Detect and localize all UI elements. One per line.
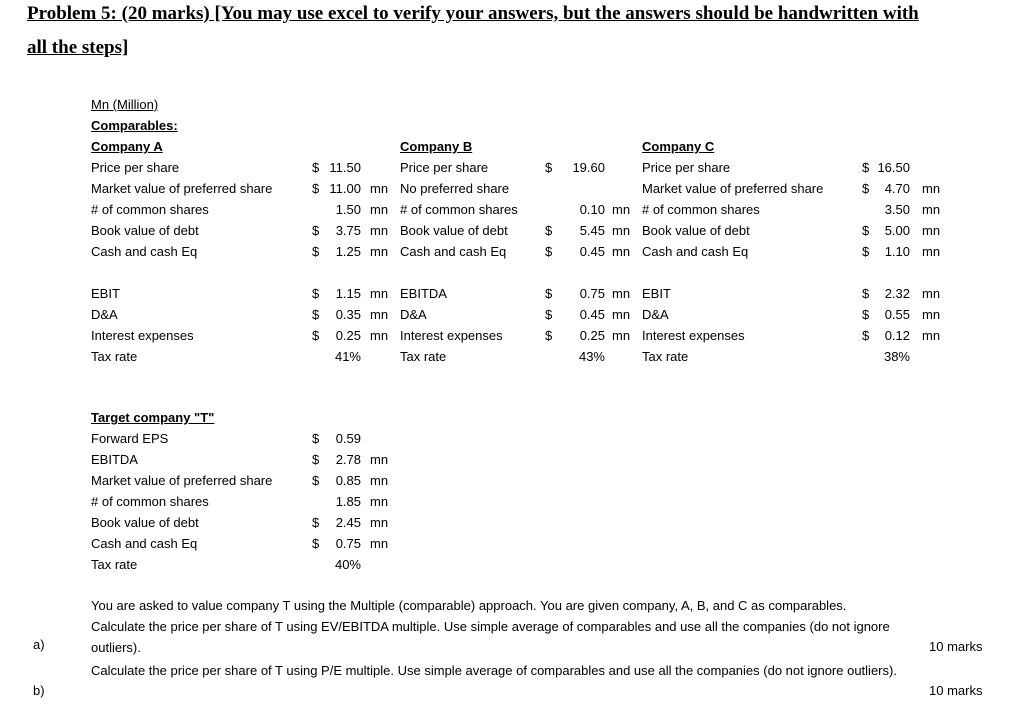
target-row-label: Book value of debt (91, 515, 199, 530)
company-a-row-currency: $ (312, 223, 320, 238)
target-row-label: Cash and cash Eq (91, 536, 198, 551)
company-a-row-unit: mn (370, 328, 389, 343)
company-b-row-currency: $ (545, 286, 553, 301)
target-row-currency: $ (312, 515, 320, 530)
company-c-row-unit: mn (922, 286, 941, 301)
target-row-unit: mn (370, 494, 389, 509)
company-c-row-currency: $ (862, 328, 870, 343)
target-row-label: Tax rate (91, 557, 138, 572)
target-row-value: 0.59 (335, 431, 361, 446)
company-a-row-value: 1.50 (335, 202, 361, 217)
company-c-row-unit: mn (922, 223, 941, 238)
company-a-row-unit: mn (370, 307, 389, 322)
question-intro: You are asked to value company T using the Multiple (comparable) approach. You are given company, A, B, and C as comparables. (91, 598, 847, 613)
company-c-row-value: 1.10 (884, 244, 910, 259)
company-c-row-label: D&A (642, 307, 669, 322)
company-b-row-label: Book value of debt (400, 223, 508, 238)
company-a-row-currency: $ (312, 160, 320, 175)
company-b-row-unit: mn (612, 328, 631, 343)
target-row-label: EBITDA (91, 452, 138, 467)
company-b-row-currency: $ (545, 223, 553, 238)
company-c-row-unit: mn (922, 244, 941, 259)
target-row-currency: $ (312, 473, 320, 488)
company-c-row-unit: mn (922, 328, 941, 343)
problem-header-line2: all the steps] (27, 37, 129, 58)
company-a-row-value: 0.25 (335, 328, 361, 343)
company-b-row-value: 0.45 (579, 307, 605, 322)
company-a-row-label: Market value of preferred share (91, 181, 273, 196)
company-c-row-currency: $ (862, 244, 870, 259)
company-c-row-label: EBIT (642, 286, 671, 301)
target-row-value: 0.75 (335, 536, 361, 551)
target-row-value: 2.78 (335, 452, 361, 467)
target-row-unit: mn (370, 452, 389, 467)
company-b-title: Company B (400, 139, 473, 154)
company-a-row-value: 0.35 (335, 307, 361, 322)
company-c-row-label: Price per share (642, 160, 731, 175)
company-b-row-value: 5.45 (579, 223, 605, 238)
company-b-row-label: Cash and cash Eq (400, 244, 507, 259)
company-c-row-currency: $ (862, 181, 870, 196)
company-b-row-currency: $ (545, 307, 553, 322)
target-row-currency: $ (312, 536, 320, 551)
target-row-value: 1.85 (335, 494, 361, 509)
question-b-text: Calculate the price per share of T using P/E multiple. Use simple average of comparables and use all the companies (do not ignore outliers). (91, 663, 897, 678)
company-c-row-label: # of common shares (642, 202, 760, 217)
company-a-title: Company A (91, 139, 163, 154)
company-a-row-value: 11.00 (329, 181, 361, 196)
company-c-row-value: 0.12 (884, 328, 910, 343)
company-b-row-value: 0.10 (579, 202, 605, 217)
company-a-row-label: Cash and cash Eq (91, 244, 198, 259)
target-row-label: # of common shares (91, 494, 209, 509)
company-b-row-label: Interest expenses (400, 328, 503, 343)
company-c-row-value: 3.50 (884, 202, 910, 217)
target-row-label: Forward EPS (91, 431, 169, 446)
company-a-row-label: Tax rate (91, 349, 138, 364)
company-c-row-value: 2.32 (884, 286, 910, 301)
company-c-row-value: 5.00 (884, 223, 910, 238)
company-a-row-value: 1.25 (335, 244, 361, 259)
company-b-row-value: 0.45 (579, 244, 605, 259)
company-c-title: Company C (642, 139, 715, 154)
company-a-row-currency: $ (312, 244, 320, 259)
company-a-row-unit: mn (370, 181, 389, 196)
company-a-row-value: 3.75 (335, 223, 361, 238)
company-b-row-unit: mn (612, 286, 631, 301)
target-title: Target company "T" (91, 410, 215, 425)
company-c-row-label: Market value of preferred share (642, 181, 824, 196)
company-c-row-unit: mn (922, 307, 941, 322)
question-a-letter: a) (33, 637, 45, 652)
company-b-row-label: EBITDA (400, 286, 447, 301)
company-c-row-currency: $ (862, 286, 870, 301)
company-b-row-label: # of common shares (400, 202, 518, 217)
company-b-row-unit: mn (612, 307, 631, 322)
company-c-row-value: 4.70 (884, 181, 910, 196)
company-a-row-label: D&A (91, 307, 118, 322)
company-a-row-label: # of common shares (91, 202, 209, 217)
company-c-row-value: 38% (883, 349, 910, 364)
company-b-row-value: 0.25 (579, 328, 605, 343)
target-row-value: 40% (334, 557, 361, 572)
company-a-row-value: 11.50 (329, 160, 361, 175)
company-b-row-currency: $ (545, 244, 553, 259)
company-b-row-value: 43% (578, 349, 605, 364)
target-row-unit: mn (370, 536, 389, 551)
company-c-row-unit: mn (922, 202, 941, 217)
company-b-row-label: Price per share (400, 160, 489, 175)
target-row-unit: mn (370, 473, 389, 488)
target-row-currency: $ (312, 431, 320, 446)
company-b-row-currency: $ (545, 160, 553, 175)
company-a-row-unit: mn (370, 223, 389, 238)
company-c-row-value: 0.55 (884, 307, 910, 322)
company-b-row-label: Tax rate (400, 349, 447, 364)
company-a-row-currency: $ (312, 328, 320, 343)
company-b-row-unit: mn (612, 223, 631, 238)
company-a-row-unit: mn (370, 202, 389, 217)
company-c-row-label: Tax rate (642, 349, 689, 364)
company-c-row-currency: $ (862, 307, 870, 322)
target-row-label: Market value of preferred share (91, 473, 273, 488)
target-row-currency: $ (312, 452, 320, 467)
company-b-row-value: 19.60 (572, 160, 605, 175)
company-c-row-unit: mn (922, 181, 941, 196)
company-b-row-unit: mn (612, 244, 631, 259)
company-c-row-value: 16.50 (877, 160, 910, 175)
company-b-row-value: 0.75 (579, 286, 605, 301)
company-b-row-label: D&A (400, 307, 427, 322)
question-b-letter: b) (33, 683, 45, 698)
company-b-row-currency: $ (545, 328, 553, 343)
company-b-row-unit: mn (612, 202, 631, 217)
company-a-row-value: 41% (334, 349, 361, 364)
company-a-row-label: Book value of debt (91, 223, 199, 238)
company-a-row-unit: mn (370, 244, 389, 259)
company-a-row-currency: $ (312, 181, 320, 196)
question-a-text: Calculate the price per share of T using EV/EBITDA multiple. Use simple average of comparables and use all the companies (do not ignore outliers). (91, 619, 890, 655)
target-row-value: 0.85 (335, 473, 361, 488)
units-label: Mn (Million) (91, 97, 159, 112)
company-a-row-value: 1.15 (335, 286, 361, 301)
company-a-row-currency: $ (312, 307, 320, 322)
target-row-value: 2.45 (335, 515, 361, 530)
company-a-row-label: Price per share (91, 160, 180, 175)
company-c-row-label: Book value of debt (642, 223, 750, 238)
company-a-row-label: Interest expenses (91, 328, 194, 343)
company-c-row-currency: $ (862, 160, 870, 175)
company-a-row-currency: $ (312, 286, 320, 301)
company-b-row-label: No preferred share (400, 181, 510, 196)
company-c-row-currency: $ (862, 223, 870, 238)
comparables-label: Comparables: (91, 118, 178, 133)
question-a-marks: 10 marks (929, 639, 983, 654)
target-row-unit: mn (370, 515, 389, 530)
company-c-row-label: Cash and cash Eq (642, 244, 749, 259)
company-a-row-unit: mn (370, 286, 389, 301)
company-a-row-label: EBIT (91, 286, 120, 301)
company-c-row-label: Interest expenses (642, 328, 745, 343)
problem-header-line1: Problem 5: (20 marks) [You may use excel to verify your answers, but the answers should be handwritten with (27, 3, 919, 24)
question-b-marks: 10 marks (929, 683, 983, 698)
